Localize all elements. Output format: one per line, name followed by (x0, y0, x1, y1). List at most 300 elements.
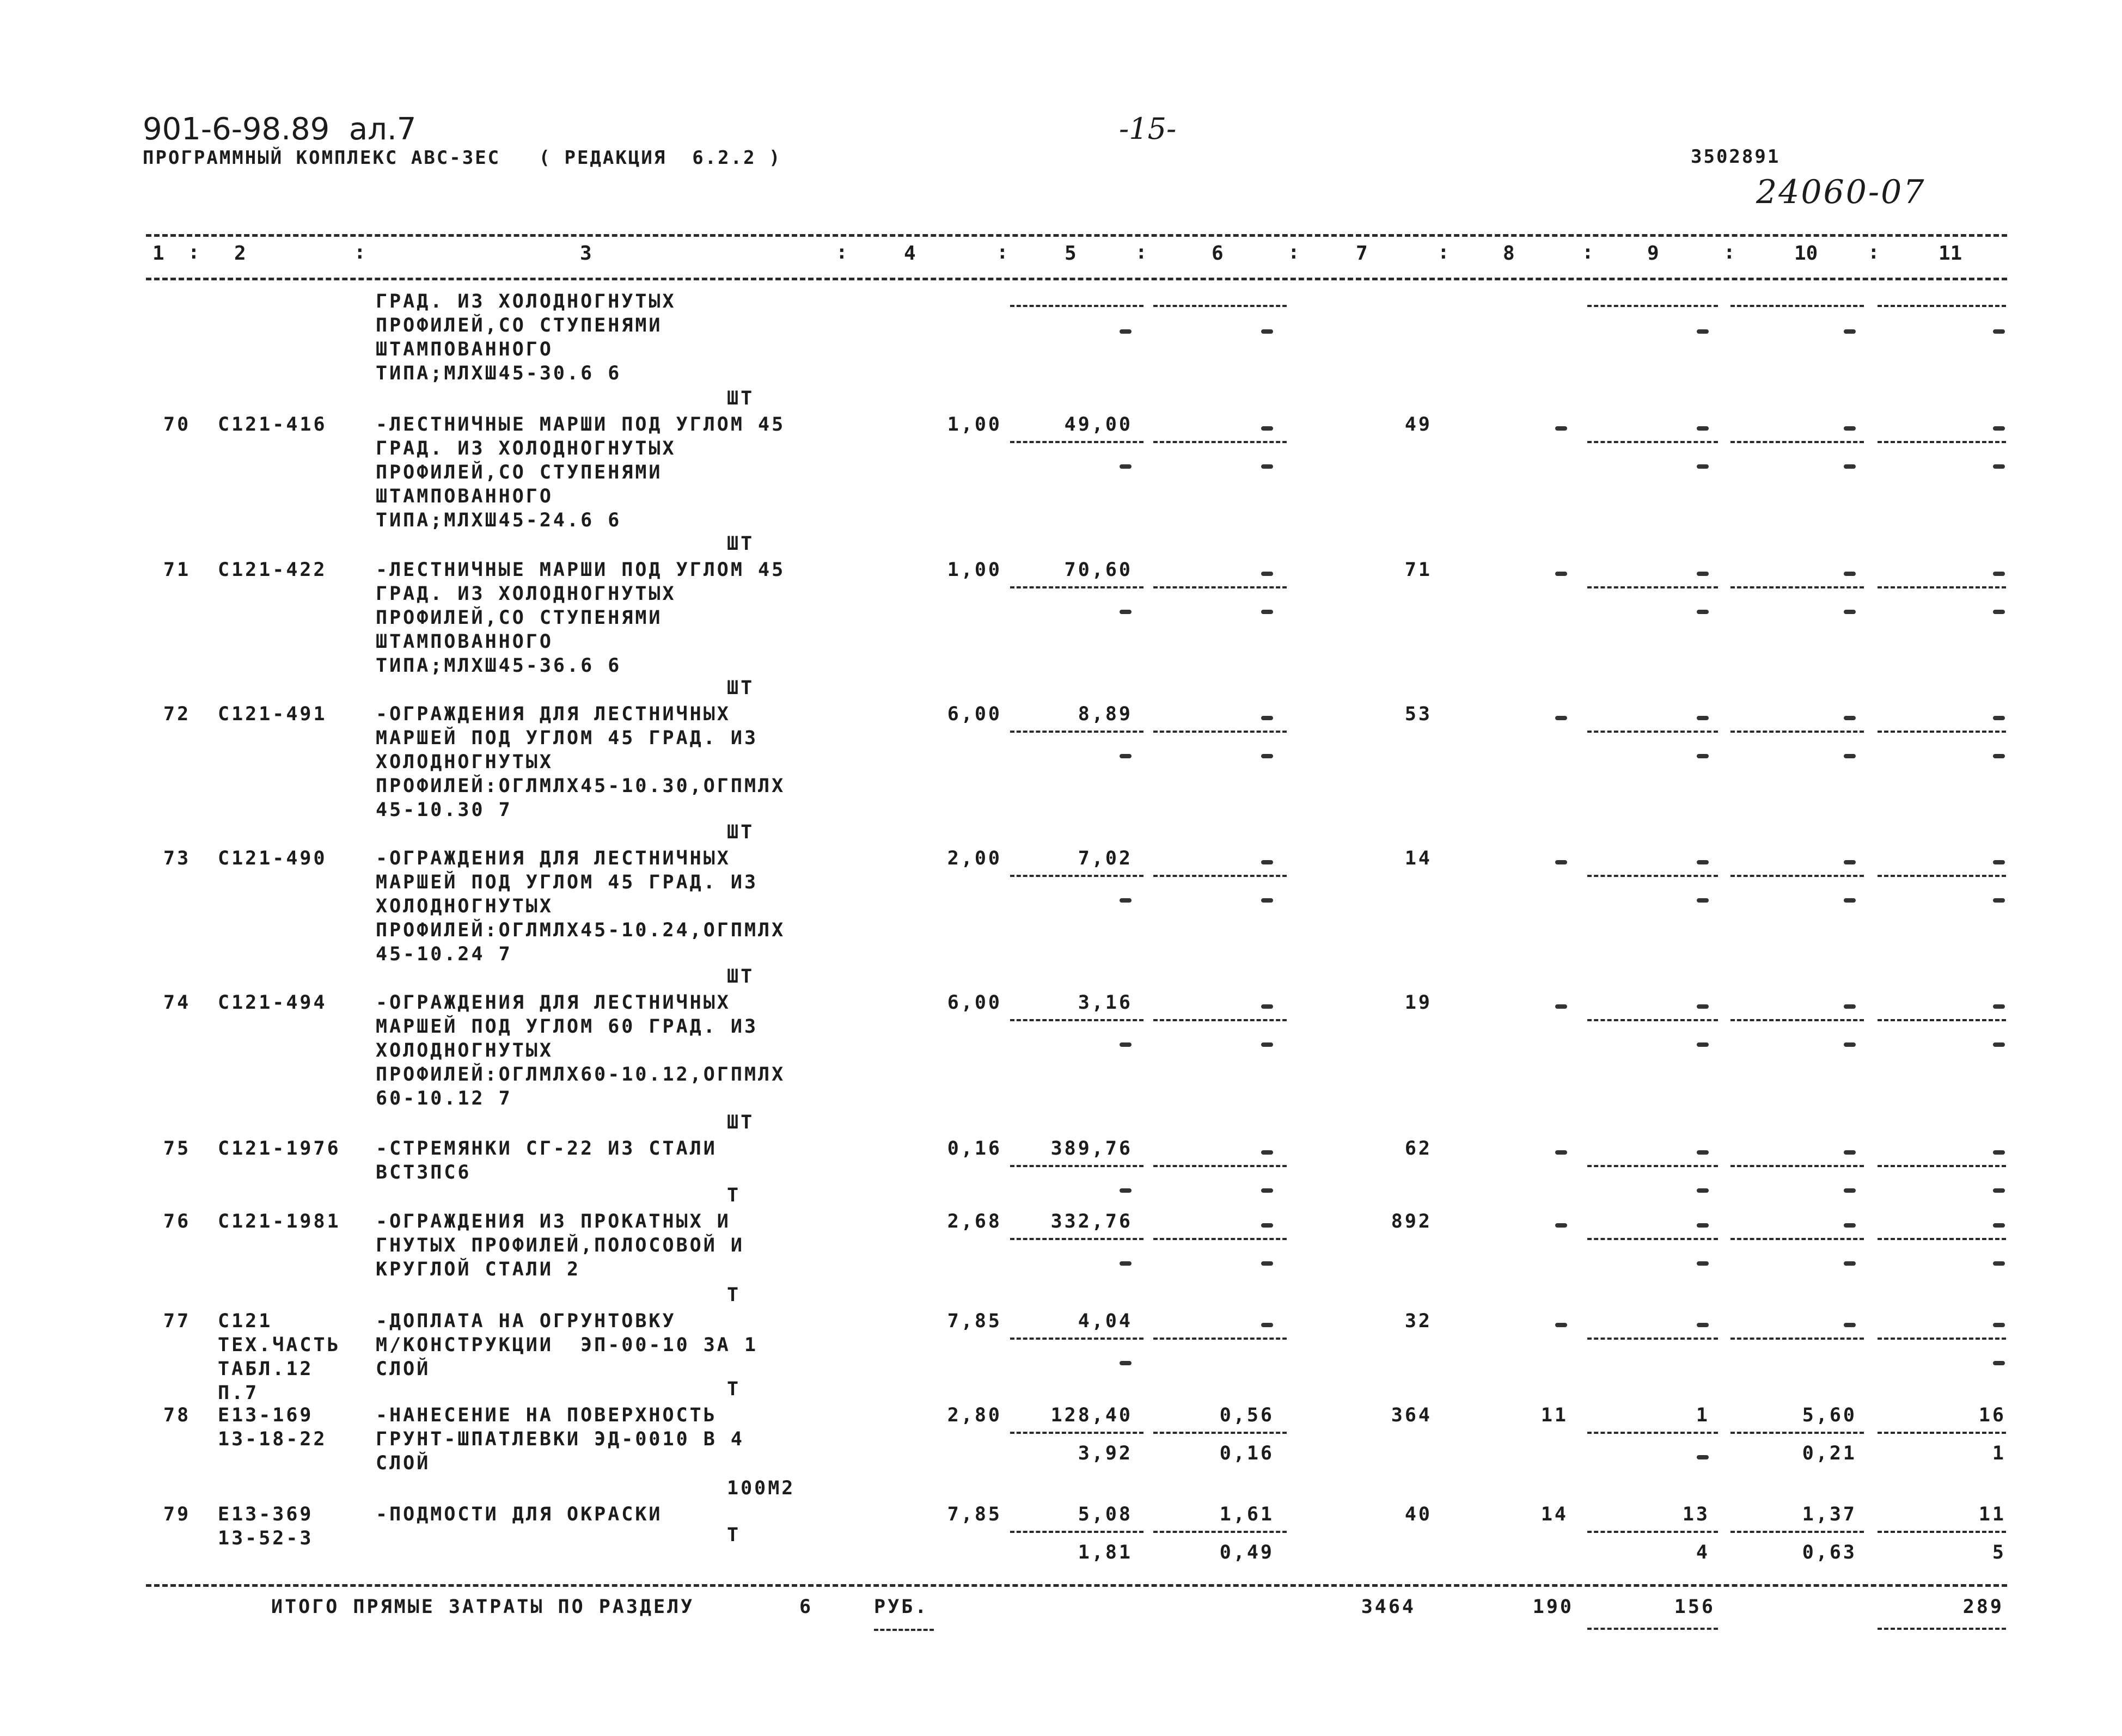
cell-divider (1730, 1338, 1864, 1340)
description-line: КРУГЛОЙ СТАЛИ 2 (376, 1259, 581, 1280)
description-line: ТИПА;МЛХШ45-24.6 6 (376, 510, 622, 531)
cell-divider (1730, 586, 1864, 588)
cell-c10-lower (1844, 606, 1856, 616)
row-number: 71 (163, 559, 191, 581)
cell-c10-lower: 0,63 (1802, 1542, 1857, 1563)
cell-c10-lower (1844, 750, 1856, 760)
dash-mark (1844, 610, 1856, 614)
cell-c5: 8,89 (1078, 703, 1133, 725)
description-line: -ПОДМОСТИ ДЛЯ ОКРАСКИ (376, 1504, 663, 1525)
dash-mark (1844, 426, 1856, 431)
cell-c10-lower (1844, 1039, 1856, 1049)
unit-label: ШТ (727, 821, 755, 843)
cell-c7: 62 (1404, 1138, 1432, 1160)
column-separator: : (1582, 241, 1594, 263)
unit-label: 100М2 (727, 1477, 796, 1499)
dash-mark (1993, 1261, 2005, 1266)
cell-c11 (1993, 1219, 2005, 1230)
cell-divider (1153, 1238, 1287, 1240)
dash-mark (1120, 329, 1132, 334)
dash-mark (1697, 754, 1709, 758)
dash-mark (1261, 860, 1273, 864)
cell-divider (1153, 1531, 1287, 1533)
quantity: 2,80 (947, 1404, 1002, 1426)
cell-c5-lower (1120, 1039, 1132, 1049)
cell-divider (1730, 441, 1864, 443)
column-header-2: 2 (234, 242, 246, 265)
cell-divider (1730, 1165, 1864, 1167)
cell-c6 (1261, 1219, 1273, 1230)
row-number: 78 (163, 1404, 191, 1426)
program-title: ПРОГРАММНЫЙ КОМПЛЕКС АВС-3ЕС ( РЕДАКЦИЯ 6.2.2 ) (143, 147, 782, 169)
cell-divider (1010, 1165, 1143, 1167)
cell-divider (1878, 305, 2006, 307)
cell-divider (1153, 875, 1287, 877)
column-separator: : (1723, 241, 1735, 263)
description-line: -ОГРАЖДЕНИЯ ДЛЯ ЛЕСТНИЧНЫХ (376, 703, 731, 725)
dash-cell (1120, 326, 1132, 336)
dash-mark (1697, 1455, 1709, 1459)
dash-mark (1261, 898, 1273, 903)
cell-divider (1587, 1432, 1718, 1434)
cell-c5: 70,60 (1064, 559, 1133, 581)
column-header-9: 9 (1647, 242, 1659, 265)
description-line: ПРОФИЛЕЙ:ОГЛМЛХ60-10.12,ОГПМЛХ (376, 1064, 786, 1085)
dash-mark (1555, 1004, 1567, 1009)
cell-c9 (1697, 712, 1709, 722)
dash-mark (1697, 716, 1709, 720)
cell-c5-lower: 3,92 (1078, 1443, 1133, 1464)
cell-divider (1153, 586, 1287, 588)
cell-divider (1010, 1338, 1143, 1340)
dash-mark (1844, 572, 1856, 576)
cell-c6 (1261, 856, 1273, 867)
cell-c9-lower (1697, 606, 1709, 616)
dash-mark (1844, 1150, 1856, 1155)
column-separator: : (1135, 241, 1147, 263)
description-line: ХОЛОДНОГНУТЫХ (376, 751, 553, 773)
totals-col7: 3464 (1361, 1596, 1416, 1618)
dash-mark (1555, 572, 1567, 576)
cell-c10 (1844, 856, 1856, 867)
cell-c5-lower (1120, 461, 1132, 471)
cell-divider (1587, 1019, 1718, 1021)
cell-c6 (1261, 1001, 1273, 1011)
cell-c8: 11 (1540, 1404, 1568, 1426)
dash-mark (1555, 1323, 1567, 1327)
dash-mark (1555, 1150, 1567, 1155)
cell-divider (1730, 1238, 1864, 1240)
dash-mark (1697, 329, 1709, 334)
cell-divider (1730, 731, 1864, 733)
price-code: С121 (218, 1310, 273, 1332)
dash-mark (1120, 464, 1132, 469)
column-separator: : (1868, 241, 1880, 263)
cell-c9-lower (1697, 1451, 1709, 1462)
cell-c6 (1261, 1319, 1273, 1329)
description-line: ПРОФИЛЕЙ,СО СТУПЕНЯМИ (376, 607, 663, 629)
description-line: ПРОФИЛЕЙ:ОГЛМЛХ45-10.24,ОГПМЛХ (376, 919, 786, 941)
totals-currency: РУБ. (874, 1596, 929, 1618)
price-code: С121-422 (218, 559, 327, 581)
dash-mark (1844, 1004, 1856, 1009)
cell-c9-lower (1697, 750, 1709, 760)
cell-divider (1878, 1531, 2006, 1533)
cell-c6-lower (1261, 750, 1273, 760)
cell-c11-lower (1993, 1357, 2005, 1367)
cell-c6: 0,56 (1219, 1404, 1274, 1426)
cell-divider (1730, 1432, 1864, 1434)
totals-section: 6 (799, 1596, 814, 1618)
dash-mark (1993, 898, 2005, 903)
price-code: 13-18-22 (218, 1428, 327, 1450)
cell-divider (1878, 1338, 2006, 1340)
cell-divider (1010, 305, 1143, 307)
column-separator: : (1438, 241, 1450, 263)
cell-c9-lower (1697, 894, 1709, 905)
dash-mark (1844, 716, 1856, 720)
totals-col8: 190 (1532, 1596, 1574, 1618)
cell-divider (1730, 305, 1864, 307)
totals-col11-underline (1878, 1628, 2006, 1630)
cell-c5-lower (1120, 750, 1132, 760)
cell-c8 (1555, 856, 1567, 867)
unit-label: Т (727, 1185, 741, 1206)
cell-c6-lower (1261, 461, 1273, 471)
description-line: 45-10.24 7 (376, 943, 512, 965)
cell-c10: 5,60 (1802, 1404, 1857, 1426)
cell-divider (1587, 441, 1718, 443)
cell-divider (1153, 441, 1287, 443)
price-code: ТЕХ.ЧАСТЬ (218, 1334, 341, 1356)
dash-cell (1993, 326, 2005, 336)
column-header-1: 1 (152, 242, 164, 265)
dash-mark (1844, 754, 1856, 758)
cell-c11-lower (1993, 461, 2005, 471)
dash-mark (1555, 860, 1567, 864)
cell-c8 (1555, 1319, 1567, 1329)
dash-mark (1844, 329, 1856, 334)
dash-mark (1120, 1188, 1132, 1193)
dash-mark (1697, 1261, 1709, 1266)
totals-col11: 289 (1962, 1596, 2004, 1618)
cell-c8 (1555, 1001, 1567, 1011)
description-line: 60-10.12 7 (376, 1088, 512, 1109)
dash-mark (1120, 754, 1132, 758)
column-header-11: 11 (1938, 242, 1962, 265)
cell-divider (1010, 1238, 1143, 1240)
description-line: ПРОФИЛЕЙ,СО СТУПЕНЯМИ (376, 315, 663, 336)
column-header-5: 5 (1065, 242, 1077, 265)
dash-mark (1993, 860, 2005, 864)
description-line: -ДОПЛАТА НА ОГРУНТОВКУ (376, 1310, 676, 1332)
cell-divider (1730, 1531, 1864, 1533)
dash-mark (1697, 610, 1709, 614)
dash-mark (1993, 1223, 2005, 1228)
quantity: 2,00 (947, 848, 1002, 869)
cell-c6 (1261, 712, 1273, 722)
dash-mark (1697, 464, 1709, 469)
description-line: -ОГРАЖДЕНИЯ ДЛЯ ЛЕСТНИЧНЫХ (376, 992, 731, 1014)
cell-c7: 32 (1404, 1310, 1432, 1332)
description-line: ГРУНТ-ШПАТЛЕВКИ ЭД-0010 В 4 (376, 1428, 744, 1450)
price-code: Е13-369 (218, 1504, 314, 1525)
column-separator: : (996, 241, 1008, 263)
dash-mark (1844, 464, 1856, 469)
dash-mark (1993, 1150, 2005, 1155)
dash-mark (1697, 1323, 1709, 1327)
cell-c11-lower: 5 (1992, 1542, 2006, 1563)
cell-divider (1153, 1019, 1287, 1021)
dash-mark (1697, 1042, 1709, 1047)
dash-mark (1555, 426, 1567, 431)
price-code: С121-494 (218, 992, 327, 1014)
cell-c11 (1993, 856, 2005, 867)
dash-mark (1697, 1223, 1709, 1228)
column-separator: : (1288, 241, 1300, 263)
dash-mark (1261, 329, 1273, 334)
cell-c10-lower: 0,21 (1802, 1443, 1857, 1464)
dash-cell (1261, 326, 1273, 336)
cell-c9-lower (1697, 461, 1709, 471)
dash-mark (1261, 1004, 1273, 1009)
table-top-rule (146, 234, 2007, 237)
cell-c6-lower (1261, 606, 1273, 616)
document-code: 901-6-98.89 ал.7 (143, 112, 417, 147)
dash-mark (1993, 464, 2005, 469)
dash-mark (1697, 860, 1709, 864)
cell-divider (1587, 1338, 1718, 1340)
page-number: -15- (1119, 112, 1177, 146)
cell-c5: 332,76 (1050, 1211, 1133, 1232)
quantity: 1,00 (947, 559, 1002, 581)
dash-mark (1261, 464, 1273, 469)
price-code: С121-1976 (218, 1138, 341, 1160)
description-line: ГРАД. ИЗ ХОЛОДНОГНУТЫХ (376, 583, 676, 605)
description-line: 45-10.30 7 (376, 799, 512, 821)
quantity: 1,00 (947, 414, 1002, 435)
cell-divider (1587, 1238, 1718, 1240)
column-header-10: 10 (1794, 242, 1818, 265)
price-code: С121-416 (218, 414, 327, 435)
cell-c10 (1844, 1146, 1856, 1157)
totals-label: ИТОГО ПРЯМЫЕ ЗАТРАТЫ ПО РАЗДЕЛУ (271, 1596, 695, 1618)
cell-divider (1730, 1019, 1864, 1021)
table-header-rule (146, 278, 2007, 280)
dash-mark (1844, 898, 1856, 903)
cell-c11-lower (1993, 894, 2005, 905)
dash-mark (1261, 1042, 1273, 1047)
cell-divider (1587, 305, 1718, 307)
description-line: ХОЛОДНОГНУТЫХ (376, 1040, 553, 1062)
description-line: ГРАД. ИЗ ХОЛОДНОГНУТЫХ (376, 291, 676, 312)
row-number: 70 (163, 414, 191, 435)
cell-c7: 19 (1404, 992, 1432, 1014)
cell-divider (1878, 586, 2006, 588)
cell-c6-lower (1261, 1185, 1273, 1195)
cell-divider (1587, 586, 1718, 588)
cell-c10 (1844, 1219, 1856, 1230)
row-number: 79 (163, 1504, 191, 1525)
cell-c7: 71 (1404, 559, 1432, 581)
dash-mark (1993, 610, 2005, 614)
cell-divider (1730, 875, 1864, 877)
cell-c9: 13 (1682, 1504, 1710, 1525)
cell-divider (1153, 1165, 1287, 1167)
price-code: 13-52-3 (218, 1528, 314, 1549)
description-line: ХОЛОДНОГНУТЫХ (376, 895, 553, 917)
description-line: ГРАД. ИЗ ХОЛОДНОГНУТЫХ (376, 438, 676, 459)
cell-c11-lower (1993, 1039, 2005, 1049)
cell-c10 (1844, 422, 1856, 433)
cell-divider (1010, 1531, 1143, 1533)
cell-c11 (1993, 1146, 2005, 1157)
dash-mark (1261, 1223, 1273, 1228)
totals-col9: 156 (1674, 1596, 1715, 1618)
cell-c9 (1697, 1001, 1709, 1011)
totals-rule (146, 1584, 2007, 1587)
dash-mark (1844, 1223, 1856, 1228)
dash-mark (1697, 426, 1709, 431)
cell-c5: 5,08 (1078, 1504, 1133, 1525)
cell-divider (1010, 1432, 1143, 1434)
description-line: -ОГРАЖДЕНИЯ ИЗ ПРОКАТНЫХ И (376, 1211, 731, 1232)
cell-c8 (1555, 712, 1567, 722)
dash-mark (1844, 1188, 1856, 1193)
cell-c5-lower (1120, 1185, 1132, 1195)
cell-divider (1878, 1019, 2006, 1021)
cell-divider (1587, 1165, 1718, 1167)
dash-cell (1844, 326, 1856, 336)
description-line: ТИПА;МЛХШ45-30.6 6 (376, 363, 622, 384)
column-separator: : (836, 241, 848, 263)
cell-c11: 16 (1978, 1404, 2006, 1426)
dash-mark (1993, 716, 2005, 720)
cell-c6 (1261, 1146, 1273, 1157)
cell-divider (1878, 441, 2006, 443)
cell-divider (1878, 1432, 2006, 1434)
cell-c10 (1844, 1319, 1856, 1329)
description-line: -ЛЕСТНИЧНЫЕ МАРШИ ПОД УГЛОМ 45 (376, 559, 786, 581)
cell-c11-lower (1993, 606, 2005, 616)
quantity: 7,85 (947, 1504, 1002, 1525)
cell-c10-lower (1844, 1185, 1856, 1195)
dash-mark (1261, 1188, 1273, 1193)
cell-c6 (1261, 568, 1273, 578)
cell-c6-lower: 0,49 (1219, 1542, 1274, 1563)
cell-c7: 49 (1404, 414, 1432, 435)
cell-c9 (1697, 568, 1709, 578)
cell-c6 (1261, 422, 1273, 433)
cell-c5: 389,76 (1050, 1138, 1133, 1160)
cell-c6-lower (1261, 1257, 1273, 1268)
description-line: МАРШЕЙ ПОД УГЛОМ 45 ГРАД. ИЗ (376, 727, 759, 749)
cell-c11-lower: 1 (1992, 1443, 2006, 1464)
totals-col9-underline (1587, 1628, 1718, 1630)
unit-label: ШТ (727, 533, 755, 555)
dash-mark (1993, 1188, 2005, 1193)
price-code: ТАБЛ.12 (218, 1358, 314, 1380)
cell-c5-lower: 1,81 (1078, 1542, 1133, 1563)
dash-mark (1844, 1323, 1856, 1327)
description-line: -ОГРАЖДЕНИЯ ДЛЯ ЛЕСТНИЧНЫХ (376, 848, 731, 869)
dash-mark (1261, 572, 1273, 576)
description-line: СЛОЙ (376, 1452, 431, 1474)
row-number: 74 (163, 992, 191, 1014)
cell-divider (1010, 1019, 1143, 1021)
dash-mark (1261, 1261, 1273, 1266)
cell-c7: 53 (1404, 703, 1432, 725)
cell-c9-lower: 4 (1696, 1542, 1710, 1563)
quantity: 7,85 (947, 1310, 1002, 1332)
cell-c9-lower (1697, 1039, 1709, 1049)
dash-mark (1993, 1323, 2005, 1327)
cell-c9-lower (1697, 1185, 1709, 1195)
column-separator: : (188, 241, 200, 263)
dash-mark (1993, 1361, 2005, 1365)
description-line: -СТРЕМЯНКИ СГ-22 ИЗ СТАЛИ (376, 1138, 717, 1160)
cell-divider (1587, 1531, 1718, 1533)
dash-mark (1120, 1261, 1132, 1266)
dash-mark (1697, 1004, 1709, 1009)
row-number: 77 (163, 1310, 191, 1332)
price-code: С121-1981 (218, 1211, 341, 1232)
dash-mark (1555, 1223, 1567, 1228)
dash-mark (1120, 1361, 1132, 1365)
description-line: ШТАМПОВАННОГО (376, 486, 553, 507)
cell-c5: 49,00 (1064, 414, 1133, 435)
cell-c5-lower (1120, 1357, 1132, 1367)
cell-c9-lower (1697, 1257, 1709, 1268)
dash-mark (1120, 898, 1132, 903)
cell-c9 (1697, 856, 1709, 867)
description-line: МАРШЕЙ ПОД УГЛОМ 60 ГРАД. ИЗ (376, 1016, 759, 1038)
cell-c8 (1555, 422, 1567, 433)
description-line: ШТАМПОВАННОГО (376, 631, 553, 653)
cell-c11 (1993, 568, 2005, 578)
cell-divider (1010, 441, 1143, 443)
cell-divider (1153, 731, 1287, 733)
description-line: ВСТ3ПС6 (376, 1162, 472, 1183)
description-line: ПРОФИЛЕЙ,СО СТУПЕНЯМИ (376, 462, 663, 483)
dash-mark (1844, 1042, 1856, 1047)
unit-label: ШТ (727, 677, 755, 699)
dash-mark (1120, 610, 1132, 614)
dash-mark (1261, 1323, 1273, 1327)
dash-mark (1993, 754, 2005, 758)
dash-mark (1261, 716, 1273, 720)
cell-c9: 1 (1696, 1404, 1710, 1426)
cell-c5: 4,04 (1078, 1310, 1133, 1332)
cell-c9 (1697, 1219, 1709, 1230)
cell-divider (1010, 586, 1143, 588)
currency-underline (874, 1629, 934, 1631)
row-number: 73 (163, 848, 191, 869)
description-line: -НАНЕСЕНИЕ НА ПОВЕРХНОСТЬ (376, 1404, 717, 1426)
cell-c10-lower (1844, 461, 1856, 471)
cell-c5-lower (1120, 606, 1132, 616)
description-line: -ЛЕСТНИЧНЫЕ МАРШИ ПОД УГЛОМ 45 (376, 414, 786, 435)
price-code: П.7 (218, 1382, 259, 1404)
document-number: 3502891 (1691, 146, 1781, 168)
cell-c5: 7,02 (1078, 848, 1133, 869)
cell-c8 (1555, 1219, 1567, 1230)
description-line: СЛОЙ (376, 1358, 431, 1380)
cell-c11 (1993, 422, 2005, 433)
column-header-8: 8 (1503, 242, 1515, 265)
dash-mark (1993, 1004, 2005, 1009)
description-line: М/КОНСТРУКЦИИ ЭП-00-10 ЗА 1 (376, 1334, 759, 1356)
